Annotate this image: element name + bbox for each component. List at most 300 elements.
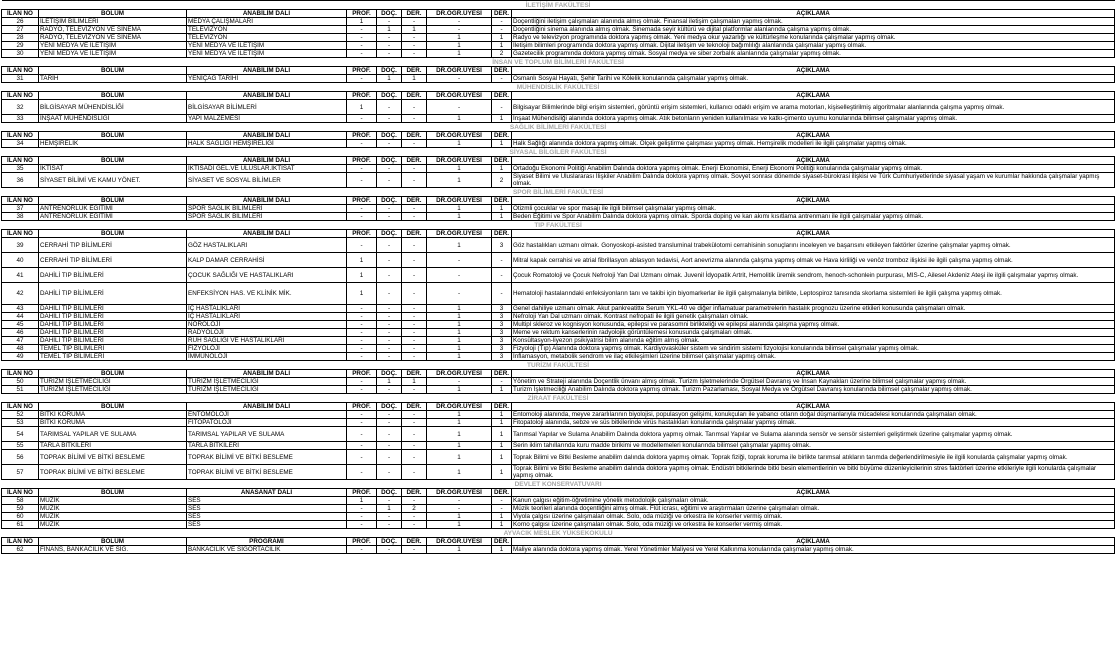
anabilim-dali-cell: MEDYA ÇALIŞMALARI bbox=[187, 18, 347, 26]
ilan-no-cell: 59 bbox=[2, 505, 39, 513]
ilan-no-cell: 32 bbox=[2, 100, 39, 115]
ilan-no-cell: 27 bbox=[2, 26, 39, 34]
header-aciklama: AÇIKLAMA bbox=[512, 67, 1115, 75]
ilan-no-cell: 46 bbox=[2, 329, 39, 337]
header-doc: DOÇ. bbox=[377, 370, 402, 378]
der-cell: - bbox=[402, 411, 427, 419]
dr-ogr-uyesi-cell: 1 bbox=[427, 50, 492, 58]
anabilim-dali-cell: SES bbox=[187, 497, 347, 505]
dr-ogr-uyesi-cell: 1 bbox=[427, 411, 492, 419]
section-title-row bbox=[2, 394, 1115, 403]
header-prof: PROF. bbox=[347, 197, 377, 205]
anabilim-dali-cell: SPOR SAĞLIK BİLİMLERİ bbox=[187, 205, 347, 213]
header-dr-ogr-uyesi: DR.ÖĞR.ÜYESİ bbox=[427, 370, 492, 378]
dr-ogr-uyesi-cell: - bbox=[427, 26, 492, 34]
anabilim-dali-cell: TELEVİZYON bbox=[187, 34, 347, 42]
header-der: DER. bbox=[402, 92, 427, 100]
bolum-cell: RADYO, TELEVİZYON VE SİNEMA bbox=[39, 26, 187, 34]
header-bolum: BÖLÜM bbox=[39, 403, 187, 411]
header-der: DER. bbox=[402, 197, 427, 205]
der2-cell: 1 bbox=[492, 442, 512, 450]
anabilim-dali-cell: İÇ HASTALIKLARI bbox=[187, 305, 347, 313]
prof-cell: - bbox=[347, 378, 377, 386]
prof-cell: - bbox=[347, 521, 377, 529]
prof-cell: - bbox=[347, 205, 377, 213]
table-row bbox=[2, 505, 1115, 513]
table-header-row bbox=[2, 157, 1115, 165]
prof-cell: - bbox=[347, 34, 377, 42]
ilan-no-cell: 30 bbox=[2, 50, 39, 58]
der-cell: - bbox=[402, 329, 427, 337]
doc-cell: - bbox=[377, 115, 402, 123]
anabilim-dali-cell: FİTOPATOLOJİ bbox=[187, 419, 347, 427]
header-doc: DOÇ. bbox=[377, 197, 402, 205]
der-cell: 2 bbox=[402, 505, 427, 513]
anabilim-dali-cell: ENFEKSİYON HAS. VE KLİNİK MİK. bbox=[187, 283, 347, 305]
header-der: DER. bbox=[402, 538, 427, 546]
header-prof: PROF. bbox=[347, 92, 377, 100]
header-ilan-no: İLAN NO bbox=[2, 403, 39, 411]
header-der2: DER. bbox=[492, 92, 512, 100]
ilan-no-cell: 49 bbox=[2, 353, 39, 361]
der2-cell: 2 bbox=[492, 173, 512, 188]
doc-cell: - bbox=[377, 337, 402, 345]
doc-cell: - bbox=[377, 411, 402, 419]
dr-ogr-uyesi-cell: 1 bbox=[427, 427, 492, 442]
section-title: MÜHENDİSLİK FAKÜLTESİ bbox=[2, 83, 1115, 92]
prof-cell: 1 bbox=[347, 253, 377, 268]
doc-cell: - bbox=[377, 345, 402, 353]
section-title: TURİZM FAKÜLTESİ bbox=[2, 361, 1115, 370]
anabilim-dali-cell: RUH SAĞLIĞI VE HASTALIKLARI bbox=[187, 337, 347, 345]
bolum-cell: MÜZİK bbox=[39, 505, 187, 513]
header-anabilim: ANASANAT DALI bbox=[187, 489, 347, 497]
table-row bbox=[2, 18, 1115, 26]
header-der2: DER. bbox=[492, 403, 512, 411]
ilan-no-cell: 50 bbox=[2, 378, 39, 386]
aciklama-cell: İletişim bilimleri programında doktora yapmış olmak. Dijital iletişim ve teknoloji bağımlılığı alanlarında çalışmalar yapmış olmak. bbox=[512, 42, 1115, 50]
doc-cell: - bbox=[377, 546, 402, 554]
der2-cell: - bbox=[492, 75, 512, 83]
bolum-cell: CERRAHİ TIP BİLİMLERİ bbox=[39, 253, 187, 268]
der2-cell: 3 bbox=[492, 329, 512, 337]
dr-ogr-uyesi-cell: - bbox=[427, 100, 492, 115]
bolum-cell: BİTKİ KORUMA bbox=[39, 411, 187, 419]
section-title: ZİRAAT FAKÜLTESİ bbox=[2, 394, 1115, 403]
dr-ogr-uyesi-cell: - bbox=[427, 253, 492, 268]
dr-ogr-uyesi-cell: - bbox=[427, 505, 492, 513]
header-anabilim: ANABİLİM DALI bbox=[187, 67, 347, 75]
doc-cell: - bbox=[377, 42, 402, 50]
header-ilan-no: İLAN NO bbox=[2, 230, 39, 238]
section-title-row bbox=[2, 58, 1115, 67]
prof-cell: - bbox=[347, 305, 377, 313]
der-cell: - bbox=[402, 465, 427, 480]
aciklama-cell: Mitral kapak cerrahisi ve atrial fibrillasyon ablasyon tedavisi, Aort anevrizma alanında çalışma yapmış olmak ve Hava kirliliği ve venöz tromboz ilişkisi ile ilgili çalışma yapmış olmak. bbox=[512, 253, 1115, 268]
header-doc: DOÇ. bbox=[377, 10, 402, 18]
dr-ogr-uyesi-cell: 1 bbox=[427, 34, 492, 42]
header-doc: DOÇ. bbox=[377, 230, 402, 238]
header-der: DER. bbox=[402, 157, 427, 165]
table-header-row bbox=[2, 10, 1115, 18]
aciklama-cell: Radyo ve televizyon programında doktora yapmış olmak. Yeni medya okur yazarlığı ve kültürleşme konularında çalışmalar yapmış olmak. bbox=[512, 34, 1115, 42]
anabilim-dali-cell: BİLGİSAYAR BİLİMLERİ bbox=[187, 100, 347, 115]
table-row bbox=[2, 345, 1115, 353]
doc-cell: - bbox=[377, 305, 402, 313]
header-bolum: BÖLÜM bbox=[39, 230, 187, 238]
table-row bbox=[2, 353, 1115, 361]
anabilim-dali-cell: SES bbox=[187, 521, 347, 529]
prof-cell: - bbox=[347, 505, 377, 513]
header-doc: DOÇ. bbox=[377, 538, 402, 546]
table-row bbox=[2, 205, 1115, 213]
header-doc: DOÇ. bbox=[377, 157, 402, 165]
table-row bbox=[2, 427, 1115, 442]
header-anabilim: PROGRAMI bbox=[187, 538, 347, 546]
prof-cell: - bbox=[347, 345, 377, 353]
der2-cell: - bbox=[492, 505, 512, 513]
der-cell: - bbox=[402, 419, 427, 427]
header-aciklama: AÇIKLAMA bbox=[512, 403, 1115, 411]
ilan-no-cell: 39 bbox=[2, 238, 39, 253]
table-row bbox=[2, 521, 1115, 529]
prof-cell: 1 bbox=[347, 268, 377, 283]
header-ilan-no: İLAN NO bbox=[2, 489, 39, 497]
der-cell: - bbox=[402, 213, 427, 221]
doc-cell: - bbox=[377, 427, 402, 442]
header-bolum: BÖLÜM bbox=[39, 197, 187, 205]
table-header-row bbox=[2, 403, 1115, 411]
anabilim-dali-cell: HALK SAĞLIĞI HEMŞİRELİĞİ bbox=[187, 140, 347, 148]
table-row bbox=[2, 411, 1115, 419]
anabilim-dali-cell: YENİÇAĞ TARİHİ bbox=[187, 75, 347, 83]
ilan-no-cell: 55 bbox=[2, 442, 39, 450]
section-title: TIP FAKÜLTESİ bbox=[2, 221, 1115, 230]
ilan-no-cell: 48 bbox=[2, 345, 39, 353]
section-title: İNSAN VE TOPLUM BİLİMLERİ FAKÜLTESİ bbox=[2, 58, 1115, 67]
bolum-cell: ANTRENÖRLÜK EĞİTİMİ bbox=[39, 205, 187, 213]
prof-cell: - bbox=[347, 115, 377, 123]
bolum-cell: DAHİLİ TIP BİLİMLERİ bbox=[39, 313, 187, 321]
table-header-row bbox=[2, 489, 1115, 497]
ilan-no-cell: 61 bbox=[2, 521, 39, 529]
table-row bbox=[2, 513, 1115, 521]
doc-cell: - bbox=[377, 497, 402, 505]
ilan-no-cell: 57 bbox=[2, 465, 39, 480]
dr-ogr-uyesi-cell: - bbox=[427, 268, 492, 283]
header-prof: PROF. bbox=[347, 132, 377, 140]
dr-ogr-uyesi-cell: 1 bbox=[427, 313, 492, 321]
header-aciklama: AÇIKLAMA bbox=[512, 157, 1115, 165]
header-doc: DOÇ. bbox=[377, 92, 402, 100]
header-bolum: BÖLÜM bbox=[39, 157, 187, 165]
der-cell: - bbox=[402, 513, 427, 521]
anabilim-dali-cell: TOPRAK BİLİMİ VE BİTKİ BESLEME bbox=[187, 465, 347, 480]
section-title-row bbox=[2, 188, 1115, 197]
doc-cell: - bbox=[377, 268, 402, 283]
table-row bbox=[2, 378, 1115, 386]
anabilim-dali-cell: TELEVİZYON bbox=[187, 26, 347, 34]
dr-ogr-uyesi-cell: - bbox=[427, 497, 492, 505]
bolum-cell: BİLGİSAYAR MÜHENDİSLİĞİ bbox=[39, 100, 187, 115]
der-cell: - bbox=[402, 386, 427, 394]
bolum-cell: BİTKİ KORUMA bbox=[39, 419, 187, 427]
der2-cell: 1 bbox=[492, 165, 512, 173]
header-aciklama: AÇIKLAMA bbox=[512, 370, 1115, 378]
der2-cell: 1 bbox=[492, 419, 512, 427]
doc-cell: - bbox=[377, 386, 402, 394]
aciklama-cell: Fizyoloji (Tıp) Alanında doktora yapmış olmak. Kardiyovasküler sistem ve sindirim sistemi fizyolojisi konularında bilimsel çalışmalar yapmış olmak. bbox=[512, 345, 1115, 353]
aciklama-cell: Toprak Bilimi ve Bitki Besleme anabilim dalında doktora yapmış olmak. Toprak fiziği, toprak koruma ile birlikte tarımsal atıkların tarımda değerlendirilmesiyle ile ilgili konularda çalışmalar yapmış olmak. bbox=[512, 450, 1115, 465]
header-anabilim: ANABİLİM DALI bbox=[187, 403, 347, 411]
doc-cell: 1 bbox=[377, 378, 402, 386]
anabilim-dali-cell: TARIMSAL YAPILAR VE SULAMA bbox=[187, 427, 347, 442]
der2-cell: - bbox=[492, 18, 512, 26]
bolum-cell: TURİZM İŞLETMECİLİĞİ bbox=[39, 386, 187, 394]
doc-cell: - bbox=[377, 442, 402, 450]
header-dr-ogr-uyesi: DR.ÖĞR.ÜYESİ bbox=[427, 92, 492, 100]
bolum-cell: TARİH bbox=[39, 75, 187, 83]
dr-ogr-uyesi-cell: 1 bbox=[427, 321, 492, 329]
der2-cell: 3 bbox=[492, 321, 512, 329]
ilan-no-cell: 51 bbox=[2, 386, 39, 394]
der2-cell: 3 bbox=[492, 305, 512, 313]
table-row bbox=[2, 546, 1115, 554]
header-anabilim: ANABİLİM DALI bbox=[187, 230, 347, 238]
der2-cell: - bbox=[492, 283, 512, 305]
der-cell: - bbox=[402, 313, 427, 321]
prof-cell: - bbox=[347, 442, 377, 450]
table-row bbox=[2, 34, 1115, 42]
dr-ogr-uyesi-cell: 1 bbox=[427, 205, 492, 213]
header-doc: DOÇ. bbox=[377, 67, 402, 75]
der2-cell: 3 bbox=[492, 345, 512, 353]
prof-cell: - bbox=[347, 213, 377, 221]
section-title: DEVLET KONSERVATUVARI bbox=[2, 480, 1115, 489]
aciklama-cell: Nefroloji Yan Dal uzmanı olmak. Kontrast nefropati ile ilgili genetik çalışmaları olmak. bbox=[512, 313, 1115, 321]
table-row bbox=[2, 268, 1115, 283]
bolum-cell: SİYASET BİLİMİ VE KAMU YÖNET. bbox=[39, 173, 187, 188]
section-title-row bbox=[2, 480, 1115, 489]
der2-cell: 1 bbox=[492, 521, 512, 529]
ilan-no-cell: 29 bbox=[2, 42, 39, 50]
aciklama-cell: Müzik teorileri alanında doçentliğini almış olmak. Flüt icrası, eğitimi ve araştırmaları üzerine çalışmaları olmak. bbox=[512, 505, 1115, 513]
dr-ogr-uyesi-cell: - bbox=[427, 283, 492, 305]
aciklama-cell: Gazetecilik programında doktora yapmış olmak. Sosyal medya ve siber zorbalık alanlarında çalışmalar yapmış olmak. bbox=[512, 50, 1115, 58]
bolum-cell: İKTİSAT bbox=[39, 165, 187, 173]
der-cell: - bbox=[402, 18, 427, 26]
header-aciklama: AÇIKLAMA bbox=[512, 538, 1115, 546]
bolum-cell: HEMŞİRELİK bbox=[39, 140, 187, 148]
header-aciklama: AÇIKLAMA bbox=[512, 10, 1115, 18]
anabilim-dali-cell: TARLA BİTKİLERİ bbox=[187, 442, 347, 450]
dr-ogr-uyesi-cell: 1 bbox=[427, 450, 492, 465]
dr-ogr-uyesi-cell: 1 bbox=[427, 513, 492, 521]
doc-cell: - bbox=[377, 34, 402, 42]
aciklama-cell: Otizmli çocuklar ve spor masajı ile ilgili bilimsel çalışmalar yapmış olmak. bbox=[512, 205, 1115, 213]
prof-cell: - bbox=[347, 337, 377, 345]
doc-cell: - bbox=[377, 50, 402, 58]
table-row bbox=[2, 42, 1115, 50]
doc-cell: - bbox=[377, 329, 402, 337]
der-cell: - bbox=[402, 305, 427, 313]
der2-cell: 1 bbox=[492, 115, 512, 123]
header-ilan-no: İLAN NO bbox=[2, 132, 39, 140]
der2-cell: - bbox=[492, 378, 512, 386]
der2-cell: 1 bbox=[492, 34, 512, 42]
header-anabilim: ANABİLİM DALI bbox=[187, 370, 347, 378]
anabilim-dali-cell: NÖROLOJİ bbox=[187, 321, 347, 329]
aciklama-cell: Meme ve rektum kanserlerinin radyolojik görüntülemesi konusunda çalışmaları olmak. bbox=[512, 329, 1115, 337]
prof-cell: 1 bbox=[347, 497, 377, 505]
anabilim-dali-cell: SES bbox=[187, 505, 347, 513]
anabilim-dali-cell: TURİZM İŞLETMECİLİĞİ bbox=[187, 386, 347, 394]
aciklama-cell: Multipl skleroz ve kognisyon konusunda, epilepsi ve parasomni birlikteliği ve epilepsi alanında çalışma yapmış olmak. bbox=[512, 321, 1115, 329]
anabilim-dali-cell: YAPI MALZEMESİ bbox=[187, 115, 347, 123]
dr-ogr-uyesi-cell: 1 bbox=[427, 386, 492, 394]
aciklama-cell: Göz hastalıkları uzmanı olmak. Gonyoskopi-asisted transluminal trabekülotomi cerrahisinin sonuçlarını inceleyen ve başarısını etkileyen faktörler üzerine çalışmalar yapmış olmak. bbox=[512, 238, 1115, 253]
dr-ogr-uyesi-cell: 1 bbox=[427, 353, 492, 361]
der-cell: - bbox=[402, 427, 427, 442]
aciklama-cell: Hematoloji hastalarındaki enfeksiyonların tanı ve takibi için biyomarkerlar ile ilgili çalışmalarıyla birlikte, Leptospiroz tanısında skorlama sistemleri ile ilgili çalışma yapmış olmak. bbox=[512, 283, 1115, 305]
aciklama-cell: Serin iklim tahıllarında kuru madde birikimi ve modellemeleri konularında bilimsel çalışmalar yapmış olmak. bbox=[512, 442, 1115, 450]
table-row bbox=[2, 238, 1115, 253]
aciklama-cell: Konsültasyon-liyezon psikiyatrisi bilim alanında eğitim almış olmak. bbox=[512, 337, 1115, 345]
section-title: AYVACIK MESLEK YÜKSEKOKULU bbox=[2, 529, 1115, 538]
der-cell: - bbox=[402, 442, 427, 450]
bolum-cell: ANTRENÖRLÜK EĞİTİMİ bbox=[39, 213, 187, 221]
anabilim-dali-cell: SİYASET VE SOSYAL BİLİMLER bbox=[187, 173, 347, 188]
table-row bbox=[2, 165, 1115, 173]
der2-cell: 1 bbox=[492, 213, 512, 221]
prof-cell: - bbox=[347, 450, 377, 465]
doc-cell: - bbox=[377, 313, 402, 321]
prof-cell: - bbox=[347, 165, 377, 173]
header-der2: DER. bbox=[492, 132, 512, 140]
prof-cell: - bbox=[347, 321, 377, 329]
der2-cell: - bbox=[492, 268, 512, 283]
der2-cell: - bbox=[492, 100, 512, 115]
anabilim-dali-cell: İKTİSADİ GEL.VE ULUSLAR.İKTİSAT bbox=[187, 165, 347, 173]
aciklama-cell: Beden Eğitimi ve Spor Anabilim Dalında doktora yapmış olmak. Sporda doping ve kan akımı kısıtlama antrenmanı ile ilgili çalışmalar yapmış olmak. bbox=[512, 213, 1115, 221]
prof-cell: - bbox=[347, 238, 377, 253]
header-dr-ogr-uyesi: DR.ÖĞR.ÜYESİ bbox=[427, 132, 492, 140]
bolum-cell: CERRAHİ TIP BİLİMLERİ bbox=[39, 238, 187, 253]
header-doc: DOÇ. bbox=[377, 132, 402, 140]
header-der2: DER. bbox=[492, 370, 512, 378]
header-aciklama: AÇIKLAMA bbox=[512, 92, 1115, 100]
header-ilan-no: İLAN NO bbox=[2, 92, 39, 100]
doc-cell: - bbox=[377, 419, 402, 427]
doc-cell: - bbox=[377, 205, 402, 213]
ilan-no-cell: 35 bbox=[2, 165, 39, 173]
table-row bbox=[2, 253, 1115, 268]
prof-cell: - bbox=[347, 140, 377, 148]
header-prof: PROF. bbox=[347, 10, 377, 18]
ilan-no-cell: 58 bbox=[2, 497, 39, 505]
anabilim-dali-cell: FİZYOLOJİ bbox=[187, 345, 347, 353]
header-bolum: BÖLÜM bbox=[39, 132, 187, 140]
section-title-row bbox=[2, 1, 1115, 10]
header-der2: DER. bbox=[492, 10, 512, 18]
header-prof: PROF. bbox=[347, 489, 377, 497]
aciklama-cell: Toprak Bilimi ve Bitki Besleme anabilim dalında doktora yapmış olmak. Endüstri bitkilerinde bitki besin elementlerinin ve bitki büyüme düzenleyicilerinin stres faktörleri üzerine etkileriyle ilgili konularda çalışmalar yapmış olmak. bbox=[512, 465, 1115, 480]
bolum-cell: MÜZİK bbox=[39, 521, 187, 529]
header-ilan-no: İLAN NO bbox=[2, 370, 39, 378]
der-cell: - bbox=[402, 50, 427, 58]
header-der2: DER. bbox=[492, 230, 512, 238]
header-prof: PROF. bbox=[347, 67, 377, 75]
anabilim-dali-cell: İMMÜNOLOJİ bbox=[187, 353, 347, 361]
header-dr-ogr-uyesi: DR.ÖĞR.ÜYESİ bbox=[427, 489, 492, 497]
ilan-no-cell: 54 bbox=[2, 427, 39, 442]
der-cell: - bbox=[402, 165, 427, 173]
aciklama-cell: Genel dahiliye uzmanı olmak. Akut pankreatitte Serum YKL-40 ve diğer inflamatuar parametrelerin hastalık prognozu üzerine etkileri konusunda çalışmaları olmak. bbox=[512, 305, 1115, 313]
der-cell: - bbox=[402, 497, 427, 505]
table-row bbox=[2, 115, 1115, 123]
der-cell: - bbox=[402, 337, 427, 345]
table-header-row bbox=[2, 67, 1115, 75]
bolum-cell: DAHİLİ TIP BİLİMLERİ bbox=[39, 268, 187, 283]
der2-cell: 1 bbox=[492, 465, 512, 480]
ilan-no-cell: 31 bbox=[2, 75, 39, 83]
anabilim-dali-cell: GÖZ HASTALIKLARI bbox=[187, 238, 347, 253]
ilan-no-cell: 43 bbox=[2, 305, 39, 313]
section-title: İLETİŞİM FAKÜLTESİ bbox=[2, 1, 1115, 10]
der2-cell: - bbox=[492, 253, 512, 268]
ilan-no-cell: 36 bbox=[2, 173, 39, 188]
anabilim-dali-cell: KALP DAMAR CERRAHİSİ bbox=[187, 253, 347, 268]
bolum-cell: TURİZM İŞLETMECİLİĞİ bbox=[39, 378, 187, 386]
der-cell: - bbox=[402, 546, 427, 554]
aciklama-cell: Osmanlı Sosyal Hayatı, Şehir Tarihi ve Kölelik konularında çalışmalar yapmış olmak. bbox=[512, 75, 1115, 83]
ilan-no-cell: 42 bbox=[2, 283, 39, 305]
prof-cell: - bbox=[347, 329, 377, 337]
ilan-no-cell: 44 bbox=[2, 313, 39, 321]
header-der2: DER. bbox=[492, 197, 512, 205]
bolum-cell: YENİ MEDYA VE İLETİŞİM bbox=[39, 42, 187, 50]
doc-cell: - bbox=[377, 165, 402, 173]
table-row bbox=[2, 213, 1115, 221]
header-der: DER. bbox=[402, 403, 427, 411]
prof-cell: - bbox=[347, 386, 377, 394]
doc-cell: - bbox=[377, 173, 402, 188]
ilan-no-cell: 47 bbox=[2, 337, 39, 345]
prof-cell: - bbox=[347, 419, 377, 427]
table-row bbox=[2, 442, 1115, 450]
bolum-cell: TARIMSAL YAPILAR VE SULAMA bbox=[39, 427, 187, 442]
dr-ogr-uyesi-cell: 1 bbox=[427, 173, 492, 188]
header-ilan-no: İLAN NO bbox=[2, 197, 39, 205]
der2-cell: 3 bbox=[492, 238, 512, 253]
header-aciklama: AÇIKLAMA bbox=[512, 132, 1115, 140]
header-dr-ogr-uyesi: DR.ÖĞR.ÜYESİ bbox=[427, 10, 492, 18]
dr-ogr-uyesi-cell: 1 bbox=[427, 521, 492, 529]
table-row bbox=[2, 26, 1115, 34]
der-cell: 1 bbox=[402, 378, 427, 386]
prof-cell: - bbox=[347, 546, 377, 554]
der-cell: - bbox=[402, 100, 427, 115]
dr-ogr-uyesi-cell: 1 bbox=[427, 419, 492, 427]
bolum-cell: MÜZİK bbox=[39, 497, 187, 505]
table-row bbox=[2, 313, 1115, 321]
header-doc: DOÇ. bbox=[377, 489, 402, 497]
dr-ogr-uyesi-cell: 1 bbox=[427, 546, 492, 554]
der-cell: - bbox=[402, 268, 427, 283]
der-cell: - bbox=[402, 345, 427, 353]
table-row bbox=[2, 321, 1115, 329]
ilan-no-cell: 52 bbox=[2, 411, 39, 419]
